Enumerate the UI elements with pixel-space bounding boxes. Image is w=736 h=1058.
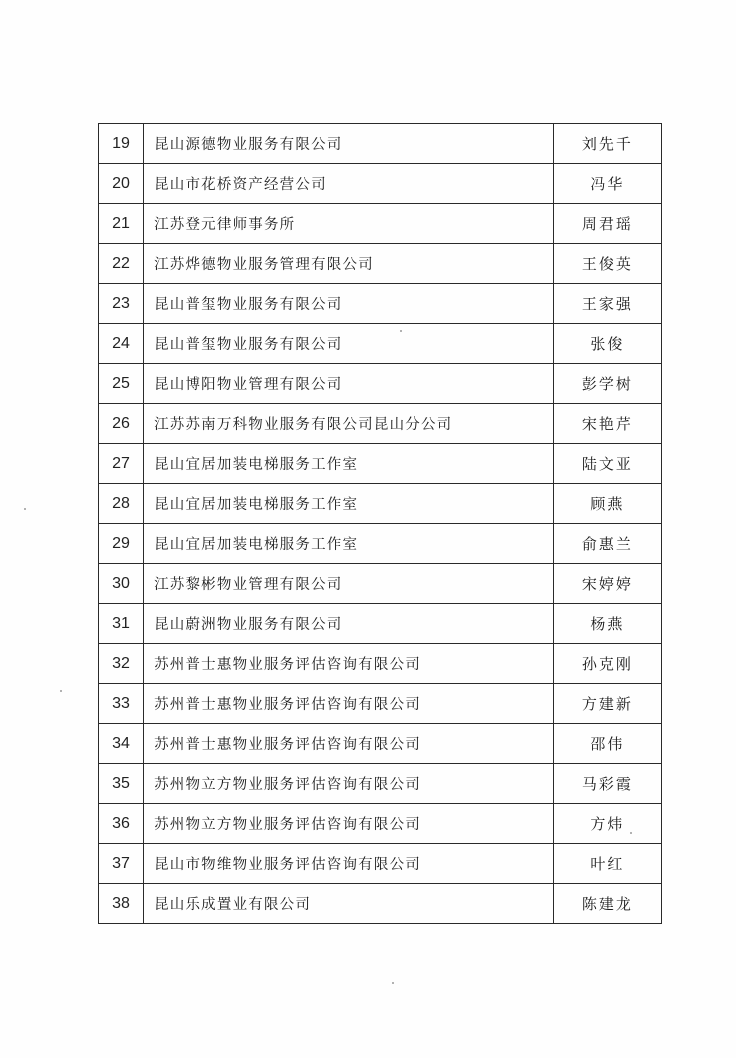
organization-name: 昆山蔚洲物业服务有限公司 <box>144 604 554 644</box>
table-row <box>99 404 662 444</box>
roster-table <box>98 123 662 924</box>
table-row <box>99 164 662 204</box>
organization-name: 江苏登元律师事务所 <box>144 204 554 244</box>
row-number: 22 <box>99 244 144 284</box>
row-number: 28 <box>99 484 144 524</box>
table-row <box>99 204 662 244</box>
person-name: 杨燕 <box>553 604 661 644</box>
row-number: 24 <box>99 324 144 364</box>
row-number: 34 <box>99 724 144 764</box>
organization-name: 苏州物立方物业服务评估咨询有限公司 <box>144 764 554 804</box>
table-row <box>99 604 662 644</box>
row-number: 31 <box>99 604 144 644</box>
person-name: 彭学树 <box>553 364 661 404</box>
organization-name: 昆山普玺物业服务有限公司 <box>144 284 554 324</box>
table-row <box>99 804 662 844</box>
organization-name: 苏州普士惠物业服务评估咨询有限公司 <box>144 724 554 764</box>
row-number: 30 <box>99 564 144 604</box>
row-number: 27 <box>99 444 144 484</box>
person-name: 邵伟 <box>553 724 661 764</box>
person-name: 叶红 <box>553 844 661 884</box>
organization-name: 昆山市物维物业服务评估咨询有限公司 <box>144 844 554 884</box>
table-row <box>99 524 662 564</box>
row-number: 32 <box>99 644 144 684</box>
person-name: 冯华 <box>553 164 661 204</box>
organization-name: 昆山博阳物业管理有限公司 <box>144 364 554 404</box>
person-name: 宋婷婷 <box>553 564 661 604</box>
row-number: 19 <box>99 124 144 164</box>
organization-name: 江苏黎彬物业管理有限公司 <box>144 564 554 604</box>
person-name: 陈建龙 <box>553 884 661 924</box>
roster-table-body <box>99 124 662 924</box>
organization-name: 苏州普士惠物业服务评估咨询有限公司 <box>144 644 554 684</box>
organization-name: 昆山市花桥资产经营公司 <box>144 164 554 204</box>
organization-name: 苏州物立方物业服务评估咨询有限公司 <box>144 804 554 844</box>
table-row <box>99 284 662 324</box>
person-name: 方建新 <box>553 684 661 724</box>
person-name: 刘先千 <box>553 124 661 164</box>
table-row <box>99 884 662 924</box>
table-row <box>99 444 662 484</box>
organization-name: 江苏烨德物业服务管理有限公司 <box>144 244 554 284</box>
organization-name: 昆山普玺物业服务有限公司 <box>144 324 554 364</box>
row-number: 33 <box>99 684 144 724</box>
person-name: 陆文亚 <box>553 444 661 484</box>
organization-name: 昆山源德物业服务有限公司 <box>144 124 554 164</box>
organization-name: 昆山乐成置业有限公司 <box>144 884 554 924</box>
table-row <box>99 244 662 284</box>
row-number: 36 <box>99 804 144 844</box>
person-name: 王家强 <box>553 284 661 324</box>
person-name: 顾燕 <box>553 484 661 524</box>
person-name: 俞惠兰 <box>553 524 661 564</box>
row-number: 23 <box>99 284 144 324</box>
table-row <box>99 324 662 364</box>
row-number: 35 <box>99 764 144 804</box>
person-name: 方炜 <box>553 804 661 844</box>
person-name: 宋艳芹 <box>553 404 661 444</box>
table-row <box>99 844 662 884</box>
row-number: 37 <box>99 844 144 884</box>
table-row <box>99 364 662 404</box>
table-row <box>99 684 662 724</box>
organization-name: 昆山宜居加装电梯服务工作室 <box>144 444 554 484</box>
row-number: 26 <box>99 404 144 444</box>
row-number: 25 <box>99 364 144 404</box>
organization-name: 昆山宜居加装电梯服务工作室 <box>144 484 554 524</box>
organization-name: 昆山宜居加装电梯服务工作室 <box>144 524 554 564</box>
person-name: 王俊英 <box>553 244 661 284</box>
table-row <box>99 644 662 684</box>
table-row <box>99 724 662 764</box>
person-name: 周君瑶 <box>553 204 661 244</box>
scan-speck <box>60 690 62 692</box>
organization-name: 苏州普士惠物业服务评估咨询有限公司 <box>144 684 554 724</box>
scan-speck <box>392 982 394 984</box>
row-number: 29 <box>99 524 144 564</box>
table-row <box>99 764 662 804</box>
row-number: 20 <box>99 164 144 204</box>
row-number: 21 <box>99 204 144 244</box>
table-row <box>99 124 662 164</box>
table-row <box>99 484 662 524</box>
person-name: 孙克刚 <box>553 644 661 684</box>
row-number: 38 <box>99 884 144 924</box>
person-name: 马彩霞 <box>553 764 661 804</box>
person-name: 张俊 <box>553 324 661 364</box>
organization-name: 江苏苏南万科物业服务有限公司昆山分公司 <box>144 404 554 444</box>
table-row <box>99 564 662 604</box>
scan-speck <box>24 508 26 510</box>
